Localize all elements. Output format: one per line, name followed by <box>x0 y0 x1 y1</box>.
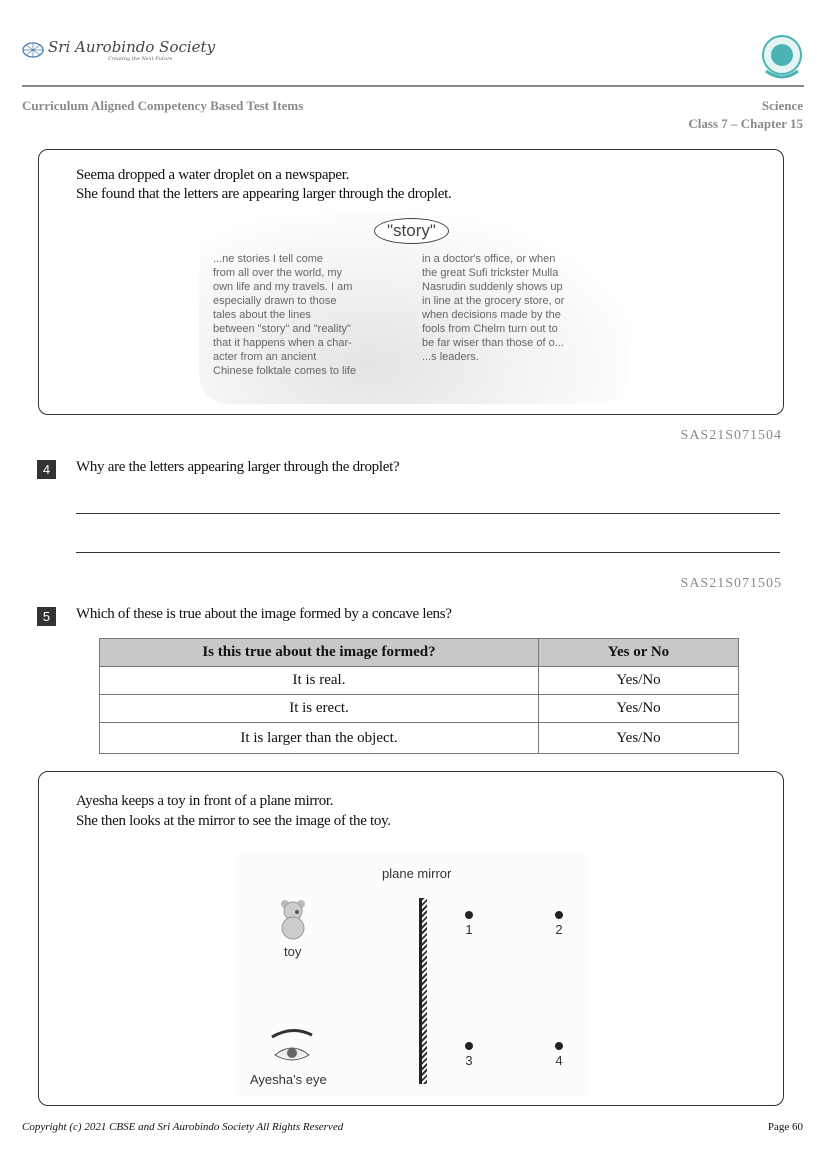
eye-label: Ayesha's eye <box>250 1072 327 1087</box>
newspaper-column <box>213 252 406 378</box>
eye-icon <box>267 1027 317 1067</box>
copyright: Copyright (c) 2021 CBSE and Sri Aurobindo Society All Rights Reserved <box>22 1121 344 1133</box>
statement-cell: It is erect. <box>100 695 539 723</box>
question-text: Why are the letters appearing larger through the droplet? <box>76 459 400 475</box>
point-3: 3 <box>465 1042 473 1069</box>
context-line: Seema dropped a water droplet on a newspaper. <box>76 167 350 183</box>
answer-cell[interactable]: Yes/No <box>539 667 739 695</box>
question-id: SAS21S071504 <box>680 428 782 443</box>
point-1: 1 <box>465 911 473 938</box>
newspaper-column <box>422 252 615 378</box>
newspaper-text-line: that it happens when a char- <box>213 337 352 349</box>
subject: Science <box>761 98 803 113</box>
question-text: Which of these is true about the image formed by a concave lens? <box>76 606 452 622</box>
context-line: She then looks at the mirror to see the image of the toy. <box>76 813 391 829</box>
cbse-seal-icon <box>760 33 804 83</box>
mirror-diagram <box>237 852 587 1097</box>
question-id: SAS21S071505 <box>680 576 782 591</box>
header-rule <box>22 85 804 87</box>
context-line: She found that the letters are appearing larger through the droplet. <box>76 186 452 202</box>
question-number: 4 <box>37 460 56 479</box>
newspaper-text-line: own life and my travels. I am <box>213 281 353 293</box>
context-line: Ayesha keeps a toy in front of a plane mirror. <box>76 793 334 809</box>
newspaper-text-line: Nasrudin suddenly shows up <box>422 281 563 293</box>
newspaper-text-line: Chinese folktale comes to life <box>213 365 357 377</box>
newspaper-text-line: tales about the lines <box>213 309 311 321</box>
mirror-label: plane mirror <box>382 866 452 881</box>
point-2: 2 <box>555 911 563 938</box>
newspaper-droplet-image <box>199 212 629 404</box>
concave-lens-table <box>99 638 739 754</box>
answer-line[interactable] <box>76 552 780 553</box>
newspaper-text-line: especially drawn to those <box>213 295 337 307</box>
newspaper-text-line: be far wiser than those of o... <box>422 337 564 349</box>
context-box-droplet <box>38 149 784 415</box>
teddy-bear-icon <box>277 898 311 942</box>
context-box-mirror <box>38 771 784 1106</box>
sri-aurobindo-logo: Sri Aurobindo Society Creating the Next Future <box>22 38 215 62</box>
answer-cell[interactable]: Yes/No <box>539 695 739 723</box>
newspaper-text-line: from all over the world, my <box>213 267 342 279</box>
newspaper-text-line: between "story" and "reality" <box>213 323 351 335</box>
question-number: 5 <box>37 607 56 626</box>
statement-cell: It is larger than the object. <box>100 723 539 754</box>
point-4: 4 <box>555 1042 563 1069</box>
newspaper-text-line: acter from an ancient <box>213 351 317 363</box>
newspaper-text-line: in line at the grocery store, or <box>422 295 565 307</box>
statement-cell: It is real. <box>100 667 539 695</box>
newspaper-text-line: fools from Chelm turn out to <box>422 323 558 335</box>
table-row <box>100 723 739 754</box>
answer-cell[interactable]: Yes/No <box>539 723 739 754</box>
document-title: Curriculum Aligned Competency Based Test Items <box>22 98 304 113</box>
plane-mirror <box>419 898 427 1084</box>
table-row <box>100 667 739 695</box>
page-number: Page 60 <box>767 1121 803 1133</box>
newspaper-text-line: ...s leaders. <box>422 351 479 363</box>
newspaper-text-line: when decisions made by the <box>422 309 561 321</box>
column-header: Is this true about the image formed? <box>100 639 539 667</box>
newspaper-text-line: in a doctor's office, or when <box>422 253 556 265</box>
table-row <box>100 695 739 723</box>
column-header: Yes or No <box>539 639 739 667</box>
globe-icon <box>22 41 44 59</box>
table-header-row <box>100 639 739 667</box>
magnified-word: "story" <box>374 218 449 244</box>
answer-line[interactable] <box>76 513 780 514</box>
toy-label: toy <box>284 944 302 959</box>
newspaper-text-line: ...ne stories I tell come <box>213 253 324 265</box>
newspaper-text-line: the great Sufi trickster Mulla <box>422 267 559 279</box>
class-chapter: Class 7 – Chapter 15 <box>688 116 803 131</box>
